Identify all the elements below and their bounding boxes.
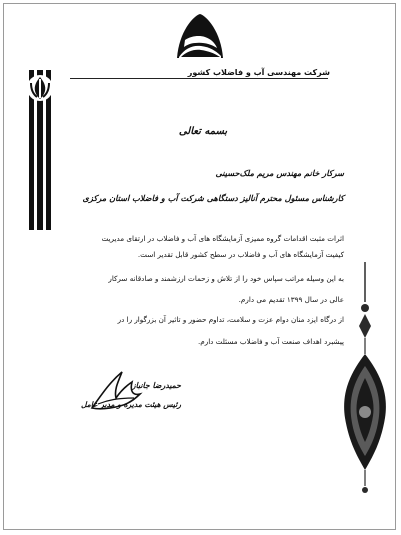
signer-name: حمیدرضا جانباز [131,381,181,390]
company-name: شرکت مهندسی آب و فاضلاب کشور [187,68,330,77]
body-paragraph-3-line-1: از درگاه ایزد منان دوام عزت و سلامت، تداوم حضور و تاثیر آن بزرگوار را در [117,315,344,324]
iran-emblem-icon [26,74,54,102]
body-paragraph-1-line-1: اثرات مثبت اقدامات گروه ممیزی آزمایشگاه های آب و فاضلاب در ارتقای مدیریت [101,234,344,243]
body-paragraph-1-line-2: کیفیت آزمایشگاه های آب و فاضلاب در سطح کشور قابل تقدیر است. [137,250,344,259]
body-paragraph-2-line-1: به این وسیله مراتب سپاس خود را از تلاش و زحمات ارزشمند و صادقانه سرکار [108,274,344,283]
recipient-name: سرکار خانم مهندس مریم ملک‌حسینی [215,168,344,178]
company-logo [171,10,229,66]
bismillah-heading: بسمه تعالی [178,126,228,137]
body-paragraph-2-line-2: عالی در سال ۱۳۹۹ تقدیم می دارم. [238,295,344,304]
signer-title: رئیس هیئت مدیره و مدیر عامل [80,400,181,409]
recipient-position: کارشناس مسئول محترم آنالیز دستگاهی شرکت آب و فاضلاب استان مرکزی [82,193,344,203]
handwritten-signature [88,364,150,416]
header-rule [70,78,328,79]
decorative-ornament [335,262,395,500]
body-paragraph-3-line-2: پیشبرد اهداف صنعت آب و فاضلاب مسئلت دارم. [197,337,344,346]
